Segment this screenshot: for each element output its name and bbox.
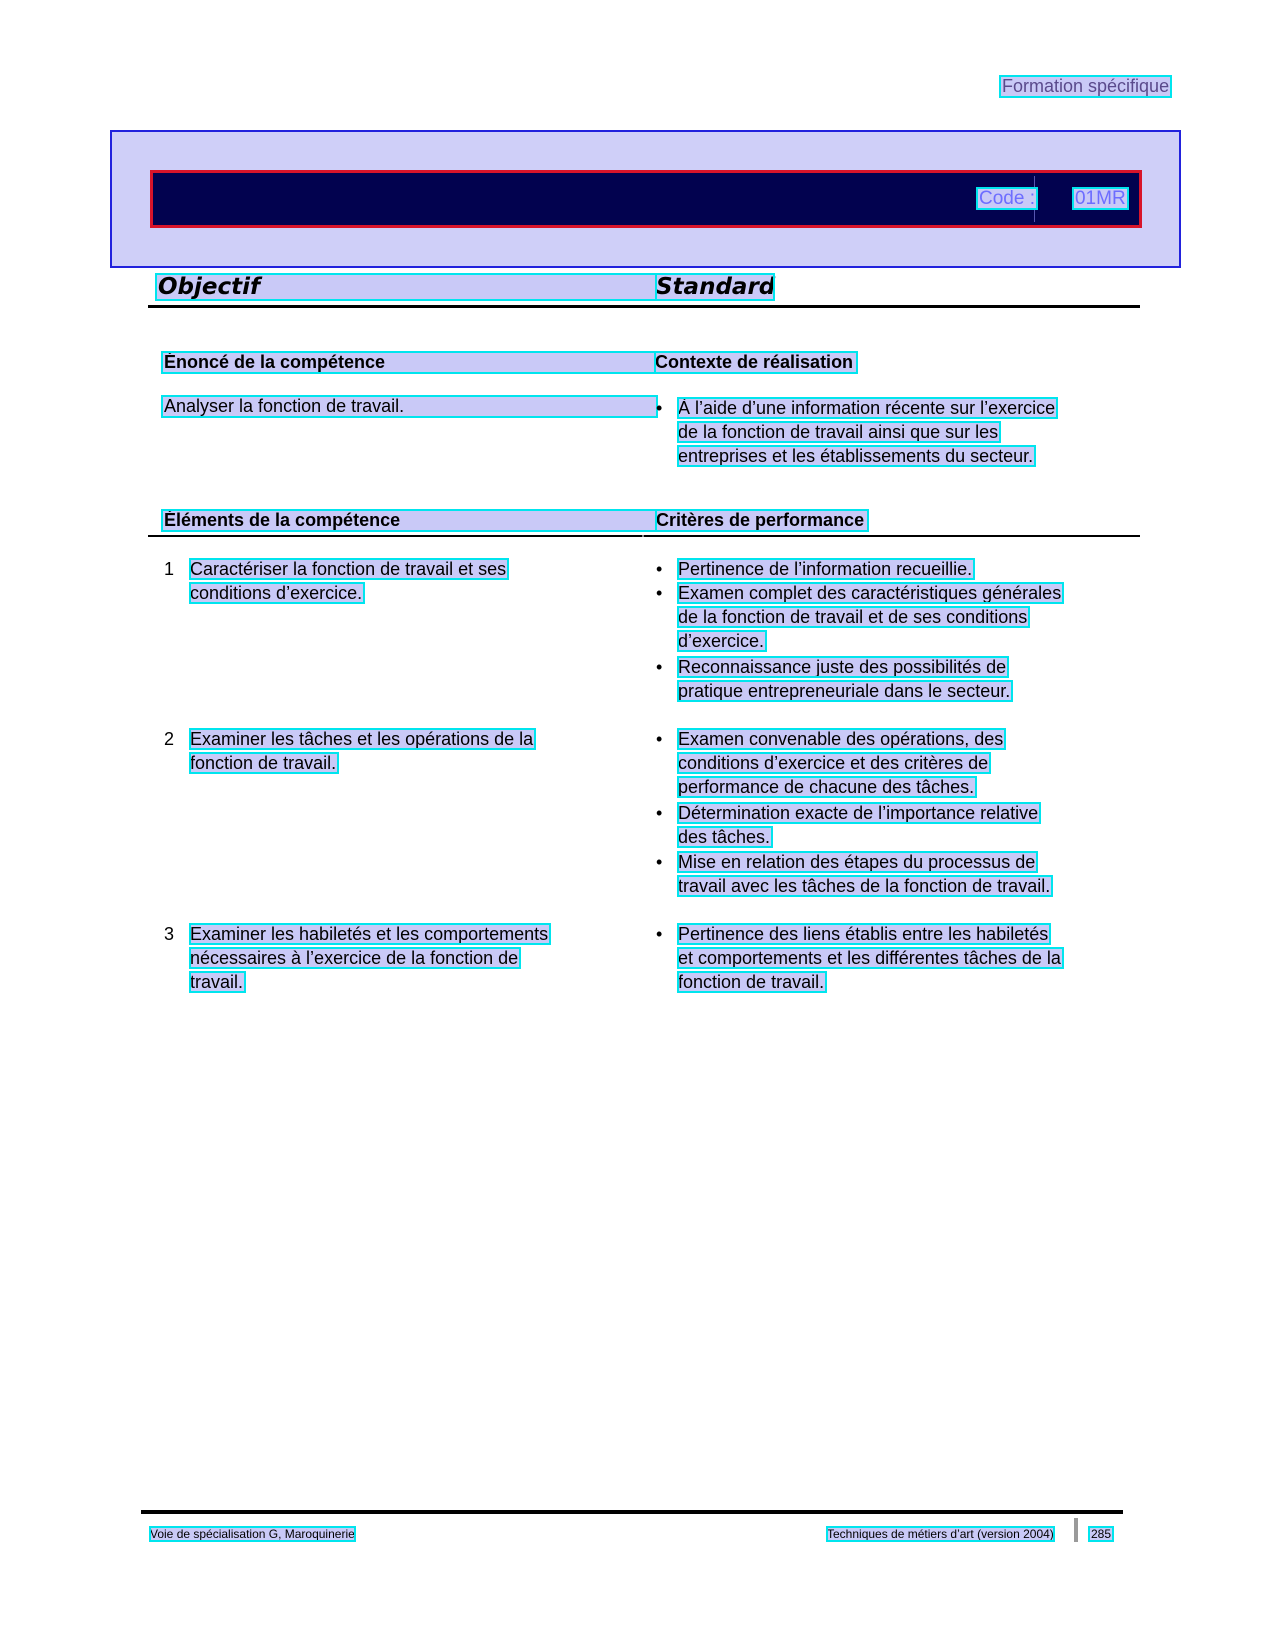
context-heading: Contexte de réalisation [655,352,857,373]
bullet-icon: • [656,583,663,603]
bullet-icon: • [656,852,663,872]
bullet-line: pratique entrepreneuriale dans le secteur. [678,681,1011,701]
footer-title: Techniques de métiers d’art (version 2004) [827,1527,1054,1541]
section-rule [644,535,1140,537]
elements-heading: Éléments de la compétence [162,510,657,531]
bullet-line: Pertinence de l’information recueillie. [678,559,973,579]
element-line: travail. [190,972,244,992]
bullet-icon: • [656,559,663,579]
element-line: conditions d’exercice. [190,583,363,603]
bullet-line: et comportements et les différentes tâches de la [678,948,1061,968]
element-number: 2 [164,729,175,749]
page-number: 285 [1091,1527,1112,1541]
element-line: nécessaires à l’exercice de la fonction de [190,948,519,968]
code-label: Code : [979,188,1035,209]
criterion-bullet [656,850,1052,898]
bullet-line: fonction de travail. [678,972,825,992]
criteria-heading: Critères de performance [656,510,868,531]
element-line: Examiner les tâches et les opérations de la [190,729,534,749]
bullet-line: entreprises et les établissements du secteur. [678,446,1034,466]
competency-element-1 [162,557,672,605]
objective-title: Objectif [156,274,658,300]
bullet-line: Détermination exacte de l’importance relative [678,803,1039,823]
code-value: 01MR [1074,188,1126,209]
bullet-line: Examen convenable des opérations, des [678,729,1004,749]
criterion-bullet [656,557,974,581]
criterion-bullet [656,655,1012,703]
context-bullet [656,396,1057,468]
section-header: Formation spécifique [1002,76,1170,96]
criterion-bullet [656,801,1040,849]
bullet-icon: • [656,398,663,418]
bullet-line: conditions d’exercice et des critères de [678,753,989,773]
footer-program: Voie de spécialisation G, Maroquinerie [150,1527,355,1541]
bullet-line: Mise en relation des étapes du processus de [678,852,1036,872]
statement-heading: Énoncé de la compétence [162,352,657,373]
section-rule [148,535,643,537]
bullet-icon: • [656,657,663,677]
element-line: fonction de travail. [190,753,337,773]
competency-element-2 [162,727,672,775]
element-line: Caractériser la fonction de travail et ses [190,559,507,579]
bullet-line: d’exercice. [678,631,765,651]
footer-rule [141,1510,1123,1514]
statement-text: Analyser la fonction de travail. [162,396,657,417]
bullet-icon: • [656,924,663,944]
bullet-line: À l’aide d’une information récente sur l’exercice [678,398,1056,418]
bullet-line: de la fonction de travail ainsi que sur les [678,422,999,442]
standard-title: Standard [656,274,776,300]
bullet-line: de la fonction de travail et de ses conditions [678,607,1028,627]
bullet-line: travail avec les tâches de la fonction de travail. [678,876,1051,896]
criterion-bullet [656,922,1063,994]
bullet-icon: • [656,729,663,749]
criterion-bullet [656,581,1063,653]
bullet-line: Reconnaissance juste des possibilités de [678,657,1007,677]
footer-separator [1074,1518,1078,1542]
element-number: 1 [164,559,175,579]
bullet-line: Examen complet des caractéristiques générales [678,583,1062,603]
bullet-line: Pertinence des liens établis entre les habiletés [678,924,1049,944]
competency-code [977,188,1128,210]
bullet-line: des tâches. [678,827,771,847]
bullet-icon: • [656,803,663,823]
element-line: Examiner les habiletés et les comportements [190,924,549,944]
criterion-bullet [656,727,1005,799]
title-rule [148,305,1140,308]
element-number: 3 [164,924,175,944]
competency-element-3 [162,922,672,994]
bullet-line: performance de chacune des tâches. [678,777,975,797]
